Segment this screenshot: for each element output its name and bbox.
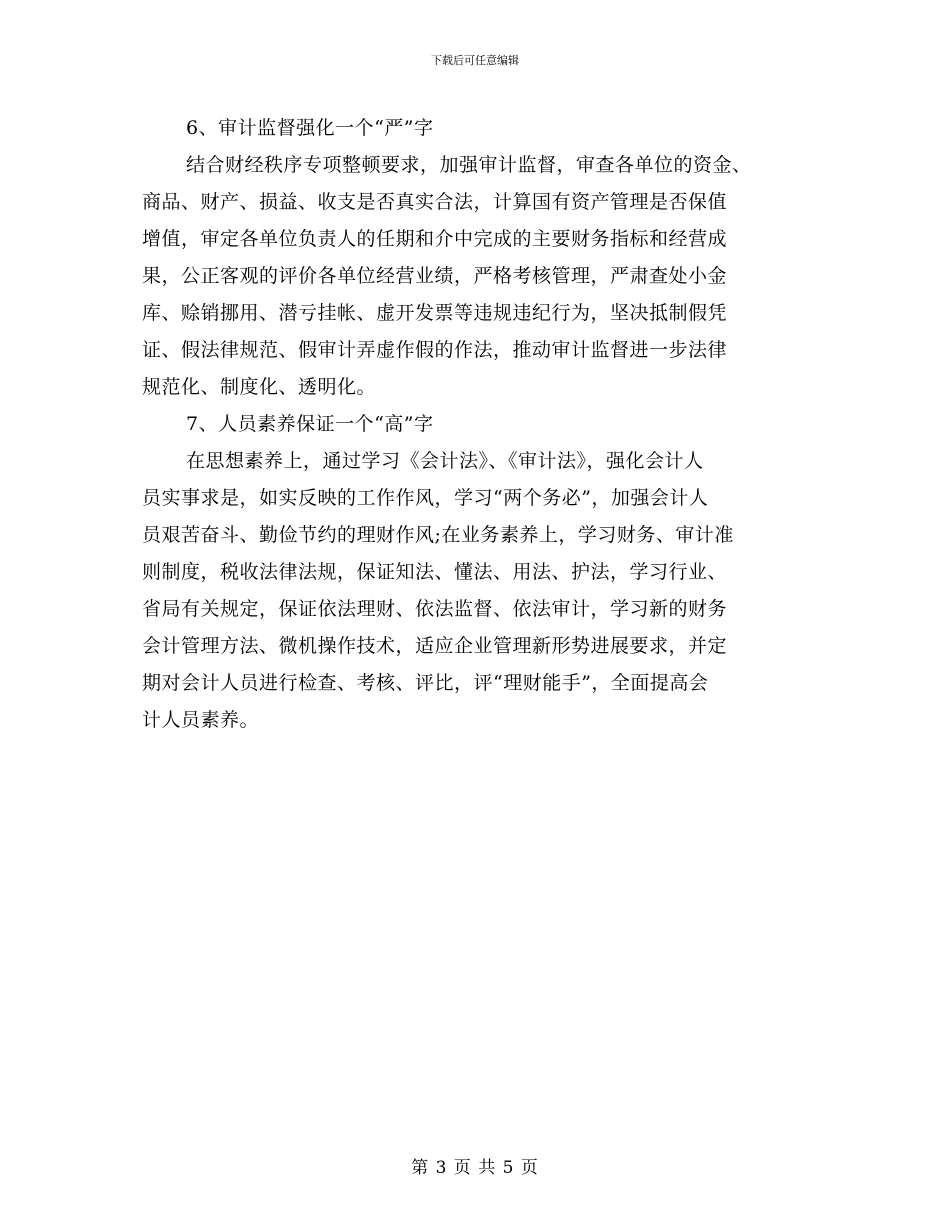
paragraph-line: 计人员素养。 (142, 709, 260, 731)
paragraph-line: 员实事求是，如实反映的工作作风，学习“两个务必”，加强会计人 (142, 487, 709, 509)
paragraph-line: 会计管理方法、微机操作技术，适应企业管理新形势进展要求，并定 (142, 635, 728, 657)
section-heading: 6、审计监督强化一个“严”字 (186, 117, 434, 139)
paragraph-line: 结合财经秩序专项整顿要求，加强审计监督，审查各单位的资金、 (186, 154, 752, 176)
paragraph-line: 增值，审定各单位负责人的任期和介中完成的主要财务指标和经营成 (142, 228, 728, 250)
paragraph-line: 果，公正客观的评价各单位经营业绩，严格考核管理，严肃查处小金 (142, 265, 728, 287)
paragraph-line: 省局有关规定，保证依法理财、依法监督、依法审计，学习新的财务 (142, 598, 728, 620)
page-header-note: 下载后可任意编辑 (431, 54, 519, 67)
paragraph-line: 则制度，税收法律法规，保证知法、懂法、用法、护法，学习行业、 (142, 561, 728, 583)
paragraph-line: 商品、财产、损益、收支是否真实合法，计算国有资产管理是否保值 (142, 191, 728, 213)
document-body (142, 110, 822, 739)
paragraph-line: 库、赊销挪用、潜亏挂帐、虚开发票等违规违纪行为，坚决抵制假凭 (142, 302, 728, 324)
section-heading: 7、人员素养保证一个“高”字 (186, 413, 434, 435)
paragraph-line: 员艰苦奋斗、勤俭节约的理财作风;在业务素养上，学习财务、审计准 (142, 524, 734, 546)
page-number: 第 3 页 共 5 页 (411, 1158, 539, 1178)
paragraph-line: 规范化、制度化、透明化。 (142, 376, 377, 398)
paragraph-line: 期对会计人员进行检查、考核、评比，评“理财能手”，全面提高会 (142, 672, 709, 694)
paragraph-line: 在思想素养上，通过学习《会计法》、《审计法》，强化会计人 (186, 450, 704, 472)
paragraph-line: 证、假法律规范、假审计弄虚作假的作法，推动审计监督进一步法律 (142, 339, 728, 361)
